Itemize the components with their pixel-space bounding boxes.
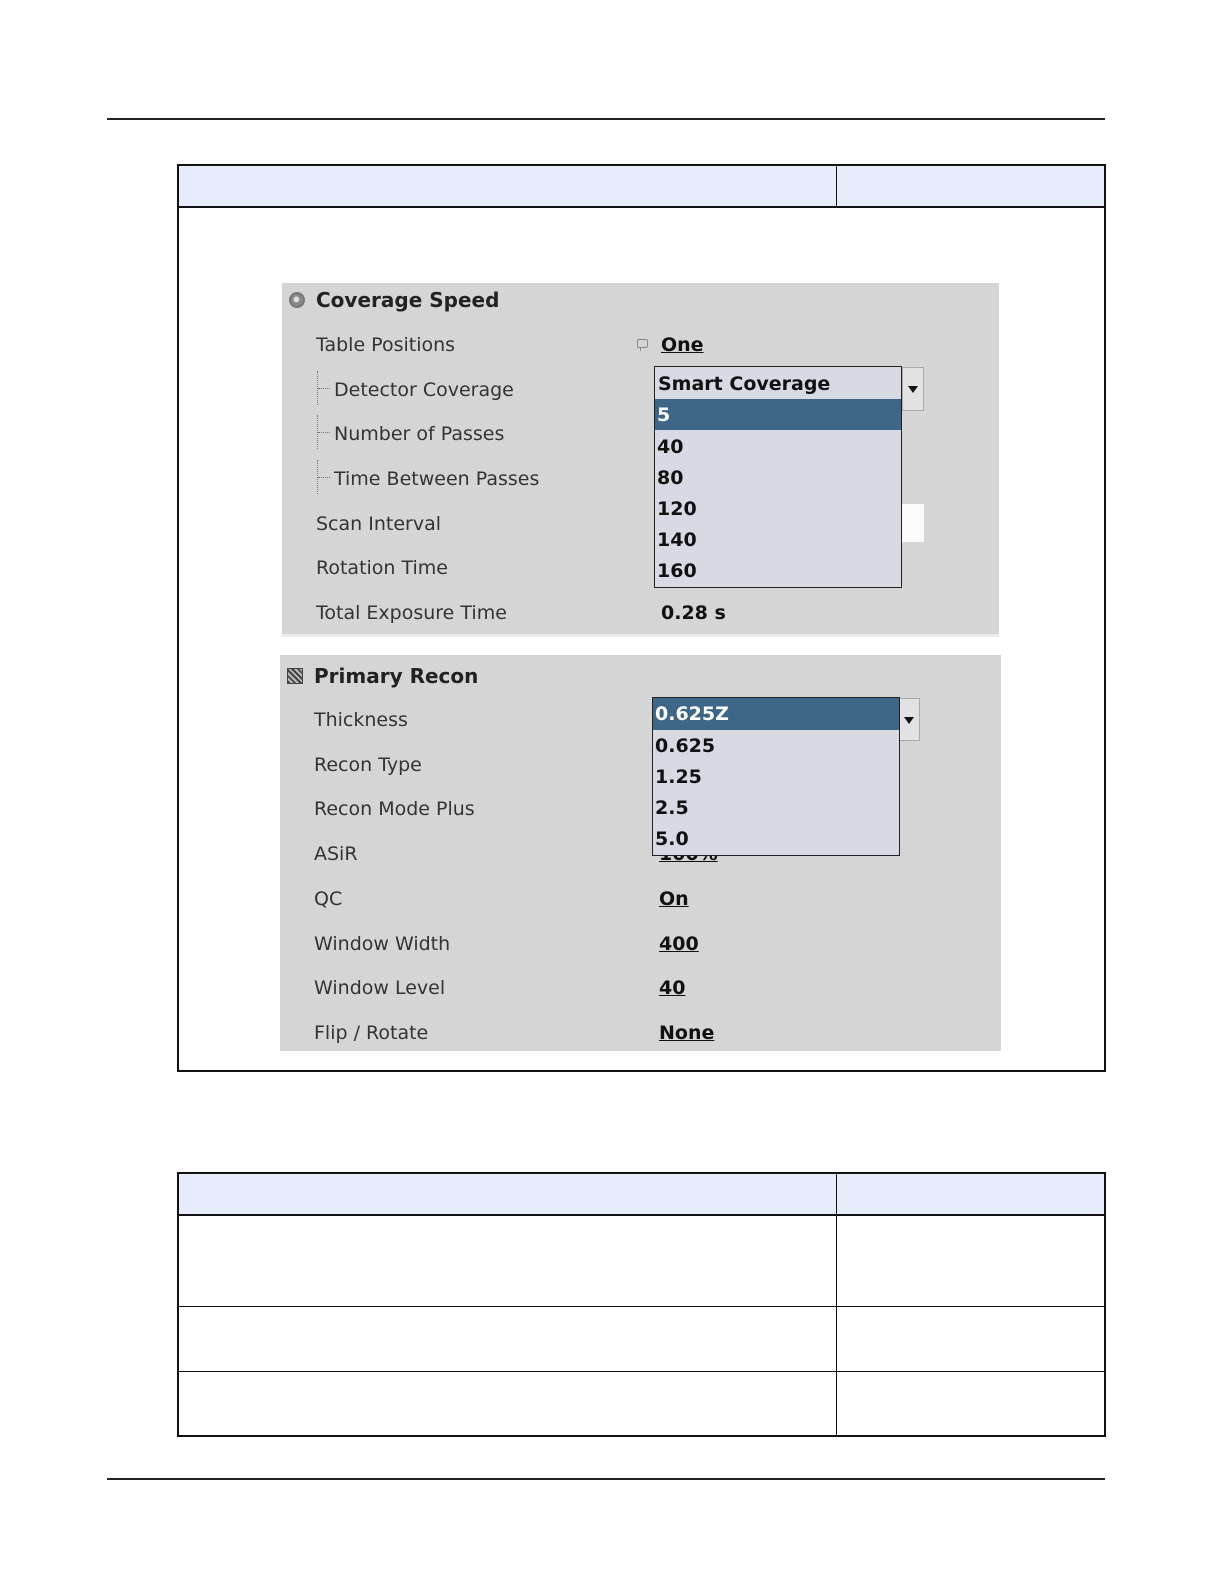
qc-label: QC: [314, 888, 343, 910]
table-header-row: [179, 1174, 1104, 1216]
table-cell: [837, 1307, 1104, 1371]
scan-interval-label: Scan Interval: [316, 513, 441, 535]
scan-interval-field[interactable]: [902, 504, 924, 542]
coverage-speed-title: Coverage Speed: [316, 288, 500, 312]
footer-rule: [107, 1478, 1105, 1480]
detector-coverage-dropdown[interactable]: [654, 366, 902, 588]
table-cell: [837, 1216, 1104, 1306]
recon-type-label: Recon Type: [314, 754, 422, 776]
table-header-cell: [837, 166, 1104, 206]
total-exposure-time-label: Total Exposure Time: [316, 602, 507, 624]
tree-connector: [317, 415, 332, 449]
dropdown-current-value[interactable]: Smart Coverage: [658, 373, 831, 395]
flip-rotate-label: Flip / Rotate: [314, 1022, 429, 1044]
dropdown-option[interactable]: 140: [657, 529, 697, 551]
dropdown-option[interactable]: 5: [655, 399, 901, 430]
tree-connector: [317, 460, 332, 494]
table-cell: [179, 1307, 837, 1371]
qc-value[interactable]: On: [659, 888, 689, 910]
table-row: [179, 1307, 1104, 1372]
table-row: [179, 1372, 1104, 1435]
dropdown-option[interactable]: 2.5: [655, 797, 689, 819]
table-header-cell: [179, 1174, 837, 1214]
table-header-cell: [837, 1174, 1104, 1214]
recon-mode-plus-label: Recon Mode Plus: [314, 798, 475, 820]
dropdown-option[interactable]: 1.25: [655, 766, 702, 788]
table-header-cell: [179, 166, 837, 206]
dropdown-option[interactable]: 160: [657, 560, 697, 582]
table-positions-label: Table Positions: [316, 334, 456, 356]
coverage-speed-icon: [289, 292, 305, 308]
window-width-value[interactable]: 400: [659, 933, 699, 955]
asir-label: ASiR: [314, 843, 358, 865]
window-width-label: Window Width: [314, 933, 451, 955]
time-between-passes-label: Time Between Passes: [334, 468, 540, 490]
dropdown-option[interactable]: 80: [657, 467, 684, 489]
dropdown-option[interactable]: 0.625: [655, 735, 716, 757]
thickness-label: Thickness: [314, 709, 408, 731]
table-cell: [837, 1372, 1104, 1435]
table-cell: [179, 1216, 837, 1306]
number-of-passes-label: Number of Passes: [334, 423, 505, 445]
table-header-row: [179, 166, 1104, 208]
dropdown-option[interactable]: 0.625Z: [653, 698, 899, 730]
table-cell: [179, 1372, 837, 1435]
primary-recon-title: Primary Recon: [314, 664, 479, 688]
table-row: [179, 1216, 1104, 1307]
dropdown-option[interactable]: 5.0: [655, 828, 689, 850]
header-rule: [107, 118, 1105, 120]
chevron-down-icon[interactable]: [898, 698, 920, 741]
tree-connector: [317, 371, 332, 405]
flag-icon: [637, 339, 648, 348]
steps-table: [177, 1172, 1106, 1437]
rotation-time-label: Rotation Time: [316, 557, 448, 579]
chevron-down-icon[interactable]: [902, 367, 924, 411]
thickness-dropdown[interactable]: [652, 697, 900, 856]
dropdown-option[interactable]: 40: [657, 436, 684, 458]
dropdown-option[interactable]: 120: [657, 498, 697, 520]
window-level-label: Window Level: [314, 977, 446, 999]
recon-grid-icon: [287, 668, 303, 684]
table-positions-value[interactable]: One: [661, 334, 704, 356]
detector-coverage-label: Detector Coverage: [334, 379, 514, 401]
flip-rotate-value[interactable]: None: [659, 1022, 715, 1044]
total-exposure-time-value: 0.28 s: [661, 602, 726, 624]
window-level-value[interactable]: 40: [659, 977, 686, 999]
